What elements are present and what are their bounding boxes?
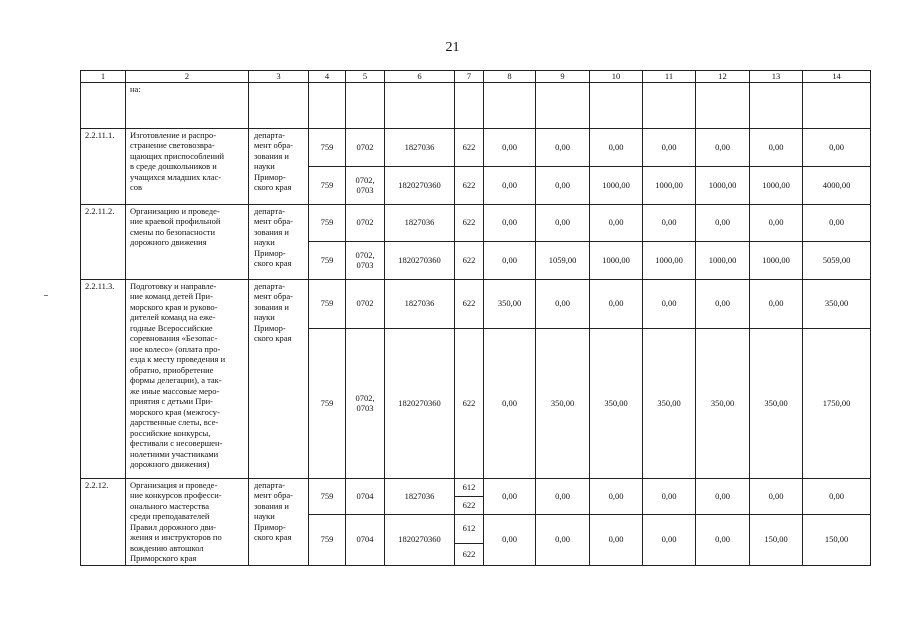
total-value: 0,00 <box>803 128 871 166</box>
executor: департа- мент обра- зования и науки Примор- ского края <box>249 279 309 478</box>
section-code: 0704 <box>346 478 385 514</box>
year-value: 1000,00 <box>696 241 750 279</box>
year-value: 1000,00 <box>590 241 643 279</box>
item-code: 2.2.11.3. <box>81 279 126 478</box>
year-value: 1000,00 <box>750 166 803 204</box>
year-value: 150,00 <box>750 514 803 565</box>
year-value: 350,00 <box>590 328 643 478</box>
empty-cell <box>484 82 536 128</box>
column-header: 8 <box>484 71 536 83</box>
executor: департа- мент обра- зования и науки Примор- ского края <box>249 478 309 565</box>
year-value: 0,00 <box>750 279 803 328</box>
year-value: 1059,00 <box>536 241 590 279</box>
item-code: 2.2.11.2. <box>81 204 126 279</box>
item-description: Организация и проведе- ние конкурсов професси- онального мастерства среди преподавателей Правил дорожного дви- жения и инструкторов по вождению автошкол Приморского края <box>126 478 249 565</box>
ministry-code: 759 <box>309 279 346 328</box>
year-value: 0,00 <box>643 128 696 166</box>
year-value: 0,00 <box>484 514 536 565</box>
expense-type: 622 <box>455 328 484 478</box>
year-value: 0,00 <box>484 204 536 241</box>
section-code: 0702, 0703 <box>346 166 385 204</box>
total-value: 0,00 <box>803 478 871 514</box>
year-value: 0,00 <box>590 279 643 328</box>
year-value: 0,00 <box>536 478 590 514</box>
item-description: Изготовление и распро- странение световозвра- щающих приспособлений в среде дошкольников и учащихся младших клас- сов <box>126 128 249 204</box>
ministry-code: 759 <box>309 328 346 478</box>
expense-type: 622 <box>455 496 484 514</box>
column-header: 9 <box>536 71 590 83</box>
year-value: 350,00 <box>696 328 750 478</box>
year-value: 1000,00 <box>750 241 803 279</box>
year-value: 1000,00 <box>696 166 750 204</box>
table-row <box>81 279 871 328</box>
ministry-code: 759 <box>309 166 346 204</box>
year-value: 0,00 <box>696 128 750 166</box>
empty-cell <box>346 82 385 128</box>
table-row <box>81 128 871 166</box>
item-description: Подготовку и направле- ние команд детей При- морского края и руково- дителей команд на еже- годные Всероссийские соревнования «Безопас- ное колесо» (оплата про- езда к месту проведения и обратно, приобретение формы делегации), а так- же иные массовые меро- приятия с детьми При- морского края (межгосу- дарственные слеты, все- российские конкурсы, фестивали с несовершен- нолетними участниками дорожного движения) <box>126 279 249 478</box>
margin-mark <box>44 295 48 296</box>
total-value: 150,00 <box>803 514 871 565</box>
column-header: 10 <box>590 71 643 83</box>
total-value: 0,00 <box>803 204 871 241</box>
target-article: 1827036 <box>385 279 455 328</box>
item-code: 2.2.11.1. <box>81 128 126 204</box>
year-value: 350,00 <box>484 279 536 328</box>
year-value: 350,00 <box>536 328 590 478</box>
column-header: 12 <box>696 71 750 83</box>
section-code: 0702, 0703 <box>346 241 385 279</box>
target-article: 1820270360 <box>385 328 455 478</box>
expense-type: 622 <box>455 128 484 166</box>
year-value: 0,00 <box>643 204 696 241</box>
column-header: 5 <box>346 71 385 83</box>
year-value: 0,00 <box>750 478 803 514</box>
empty-cell <box>309 82 346 128</box>
empty-cell <box>590 82 643 128</box>
year-value: 0,00 <box>696 279 750 328</box>
year-value: 0,00 <box>484 241 536 279</box>
year-value: 0,00 <box>536 279 590 328</box>
expense-type: 622 <box>455 241 484 279</box>
column-header: 4 <box>309 71 346 83</box>
year-value: 0,00 <box>484 166 536 204</box>
page-number: 21 <box>445 40 460 55</box>
year-value: 0,00 <box>536 204 590 241</box>
target-article: 1827036 <box>385 204 455 241</box>
target-article: 1827036 <box>385 128 455 166</box>
empty-cell <box>803 82 871 128</box>
year-value: 0,00 <box>643 514 696 565</box>
year-value: 1000,00 <box>643 241 696 279</box>
item-code: 2.2.12. <box>81 478 126 565</box>
column-header: 11 <box>643 71 696 83</box>
section-code: 0702, 0703 <box>346 328 385 478</box>
target-article: 1820270360 <box>385 166 455 204</box>
column-header: 2 <box>126 71 249 83</box>
year-value: 0,00 <box>484 128 536 166</box>
ministry-code: 759 <box>309 128 346 166</box>
empty-cell <box>249 82 309 128</box>
column-header: 6 <box>385 71 455 83</box>
target-article: 1820270360 <box>385 514 455 565</box>
column-header: 1 <box>81 71 126 83</box>
total-value: 350,00 <box>803 279 871 328</box>
empty-cell <box>81 82 126 128</box>
year-value: 0,00 <box>643 478 696 514</box>
table-row <box>81 478 871 496</box>
year-value: 1000,00 <box>643 166 696 204</box>
year-value: 0,00 <box>696 204 750 241</box>
year-value: 0,00 <box>696 514 750 565</box>
table-row <box>81 204 871 241</box>
year-value: 0,00 <box>484 328 536 478</box>
expense-type: 622 <box>455 204 484 241</box>
budget-table <box>80 70 871 566</box>
empty-cell <box>750 82 803 128</box>
section-code: 0704 <box>346 514 385 565</box>
expense-type: 622 <box>455 279 484 328</box>
year-value: 1000,00 <box>590 166 643 204</box>
total-value: 5059,00 <box>803 241 871 279</box>
section-code: 0702 <box>346 204 385 241</box>
target-article: 1827036 <box>385 478 455 514</box>
section-code: 0702 <box>346 279 385 328</box>
expense-type: 612 <box>455 514 484 543</box>
year-value: 0,00 <box>536 166 590 204</box>
year-value: 0,00 <box>643 279 696 328</box>
year-value: 0,00 <box>536 128 590 166</box>
header-row <box>81 71 871 83</box>
expense-type: 622 <box>455 166 484 204</box>
empty-cell <box>455 82 484 128</box>
empty-cell <box>536 82 590 128</box>
expense-type: 612 <box>455 478 484 496</box>
executor: департа- мент обра- зования и науки Примор- ского края <box>249 128 309 204</box>
year-value: 0,00 <box>750 128 803 166</box>
year-value: 0,00 <box>536 514 590 565</box>
total-value: 1750,00 <box>803 328 871 478</box>
empty-cell <box>385 82 455 128</box>
empty-cell <box>643 82 696 128</box>
ministry-code: 759 <box>309 241 346 279</box>
year-value: 0,00 <box>484 478 536 514</box>
year-value: 350,00 <box>750 328 803 478</box>
section-code: 0702 <box>346 128 385 166</box>
continuation-row <box>81 82 871 128</box>
column-header: 14 <box>803 71 871 83</box>
year-value: 0,00 <box>590 128 643 166</box>
target-article: 1820270360 <box>385 241 455 279</box>
year-value: 0,00 <box>696 478 750 514</box>
executor: департа- мент обра- зования и науки Примор- ского края <box>249 204 309 279</box>
expense-type: 622 <box>455 543 484 565</box>
total-value: 4000,00 <box>803 166 871 204</box>
continuation-text: на: <box>126 82 249 128</box>
ministry-code: 759 <box>309 478 346 514</box>
year-value: 350,00 <box>643 328 696 478</box>
column-header: 13 <box>750 71 803 83</box>
ministry-code: 759 <box>309 514 346 565</box>
year-value: 0,00 <box>590 204 643 241</box>
year-value: 0,00 <box>590 514 643 565</box>
year-value: 0,00 <box>590 478 643 514</box>
item-description: Организацию и проведе- ние краевой профильной смены по безопасности дорожного движения <box>126 204 249 279</box>
ministry-code: 759 <box>309 204 346 241</box>
column-header: 3 <box>249 71 309 83</box>
empty-cell <box>696 82 750 128</box>
year-value: 0,00 <box>750 204 803 241</box>
column-header: 7 <box>455 71 484 83</box>
